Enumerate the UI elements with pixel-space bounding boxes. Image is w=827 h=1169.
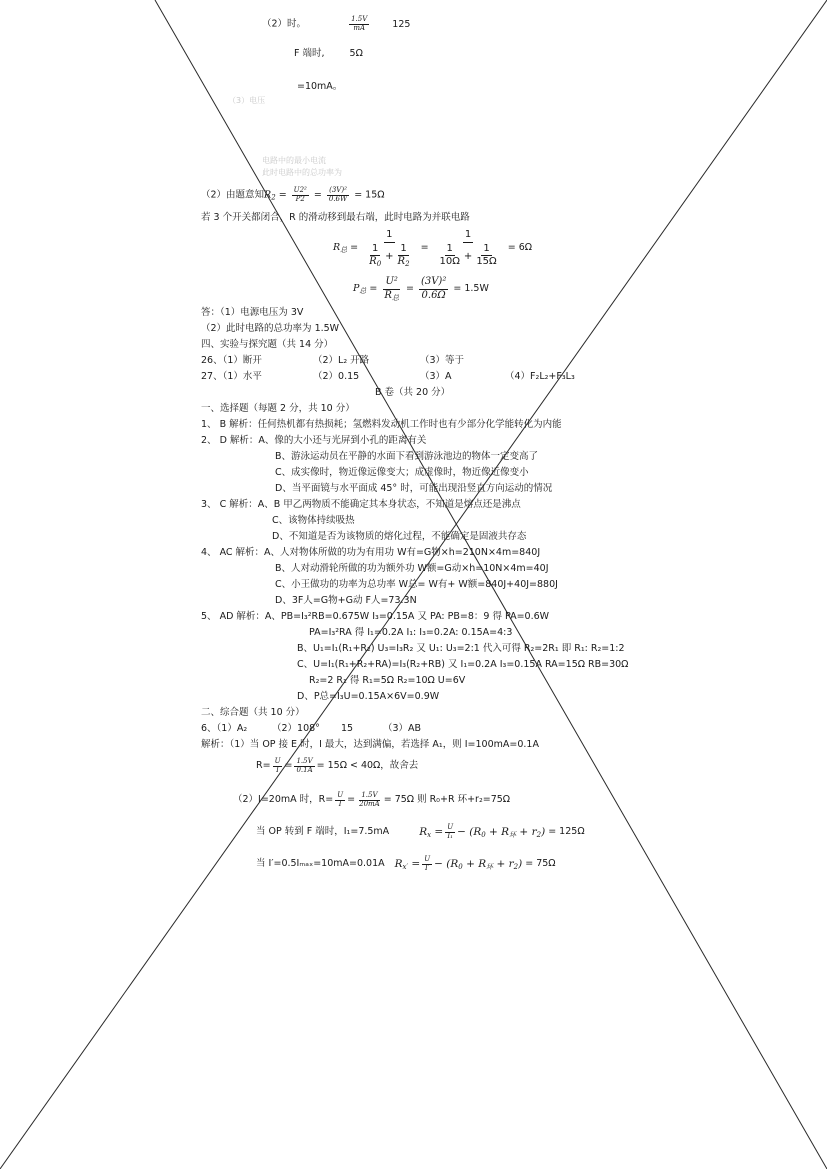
top-r125: 125 [392,18,411,30]
q27-d: （4）F₂L₂+F₃L₃ [505,371,575,382]
top-line-2 [294,49,363,60]
s1-frac1-num: U [274,757,281,765]
b-q5c: B、U₁=I₁(R₁+R₂) U₃=I₃R₂ 又 U₁: U₃=2:1 代入可得 R₂=2R₁ 即 R₁: R₂=1:2 [297,643,625,654]
r2-frac-2-den: 0.6W [328,194,348,203]
s4-lead: 当 I′=0.5Iₘₐₓ=10mA=0.01A [256,857,385,869]
b-q2d: D、当平面镜与水平面成 45° 时，可能出现沿竖直方向运动的情况 [275,483,553,494]
top-fraction-den: mA [353,23,366,32]
s1-frac2-num: 1.5V [296,757,313,765]
q26-c: （3）等于 [420,355,465,366]
b-q5e: R₂=2 R₁ 得 R₁=5Ω R₂=10Ω U=6V [309,675,466,686]
q6-d: （3）AB [383,723,422,734]
answer-2: （2）此时电路的总功率为 1.5W [201,323,340,334]
b-q3d: D、不知道是否为该物质的熔化过程，不能确定是固液共存态 [272,531,527,542]
r2-derivation: （2）由题意知$R_2$ = $\frac{\text{U2²}}{P2}$ = $\frac{\text{(3V)²}}{0.6W}$ = 15Ω [201,186,385,203]
q6-b: （2）108° [272,723,320,734]
b-q2b: B、游泳运动员在平静的水面下看到游泳池边的物体一定变高了 [275,451,539,462]
b-q5f: D、P总=I₃U=0.15A×6V=0.9W [297,691,440,702]
q6-c: 15 [341,723,354,734]
top-line-1 [262,16,410,32]
top-ma10: =10mA。 [297,81,343,92]
top-smudge-1: （3）电压 [228,96,266,105]
top-r5: 5Ω [349,48,363,59]
b-q5: 5、 AD 解析：A、PB=I₃²RB=0.675W I₃=0.15A 又 PA: PB=8：9 得 PA=0.6W [201,611,550,622]
solution-2: （2）I=20mA 时，R= $\frac{U}{I}$ = $\frac{1.5V}{20mA}$ = 75Ω 则 R₀+R 环+r₂=75Ω [233,791,511,808]
s2-frac-den: 20mA [359,799,380,808]
answer-1: 答：（1）电源电压为 3V [201,307,304,318]
b-q2c: C、成实像时，物近像远像变大；成虚像时，物近像近像变小 [275,467,529,478]
top-f-end: F 端时, [294,48,325,59]
switch-text: 若 3 个开关都闭合，R 的滑动移到最右端，此时电路为并联电路 [201,212,470,223]
top-smudge-3: 此时电路中的总功率为 [262,168,342,177]
b-q3c: C、该物体持续吸热 [272,515,355,526]
b-q4b: B、人对动滑轮所做的功为额外功 W额=G动×h=10N×4m=40J [275,563,549,574]
top-fraction-num: 1.5V [351,15,368,23]
s3-tail: = 125Ω [548,825,585,837]
r2-frac-2 [327,187,349,203]
q27-b: （2）0.15 [313,371,360,382]
s2-tail: = 75Ω 则 R₀+R 环+r₂=75Ω [383,793,511,805]
q6-a: 6、（1）A₂ [201,723,248,734]
top-part2-text: （2）时。 [262,18,307,30]
s1-tail: = 15Ω < 40Ω，故舍去 [316,759,419,771]
q27-c: （3）A [420,371,452,382]
top-smudge-2: 电路中的最小电流 [262,156,326,165]
s1-frac1-den: I [276,765,279,774]
q26-b: （2）L₂ 开路 [313,355,370,366]
r2-result: = 15Ω [354,189,385,201]
b-q5d: C、U=I₁(R₁+R₂+RA)=I₃(R₂+RB) 又 I₁=0.2A I₃=0.15A RA=15Ω RB=30Ω [297,659,629,670]
p-total-formula: $P_总$ = $\frac{\text{U²}}{R_总}$ = $\frac{\text{(3V)²}}{0.6\Omega}$ = 1.5W [353,276,489,302]
q27-a: 27、（1）水平 [201,371,262,382]
r-total-frac-2: 1 $\frac{1}{10\Omega}$ + $\frac{1}{15\Omega}$ [439,229,497,268]
r2-frac-1 [292,187,309,203]
r2-frac-2-num: (3V)² [329,186,347,194]
s2-lead: （2）I=20mA 时，R= [233,793,334,805]
r2-symbol: R [264,189,272,201]
solution-3: 当 OP 转到 F 端时，I₁=7.5mA $R_x$ = $\frac{U}{\text{I₁}}$ − $(R_0 + R_环 + r_2)$ = 125Ω [256,823,585,840]
b-q3: 3、 C 解析：A、B 甲乙两物质不能确定其本身状态，不知道是熔点还是沸点 [201,499,521,510]
b-q4: 4、 AC 解析：A、人对物体所做的功为有用功 W有=G物×h=210N×4m=840J [201,547,541,558]
r2-frac-1-num: U2² [293,186,307,194]
b-q4c: C、小王做功的功率为总功率 W总= W有+ W额=840J+40J=880J [275,579,558,590]
solution-4: 当 I′=0.5Iₘₐₓ=10mA=0.01A $R_{x'}$ = $\frac{U}{I'}$ − $(R_0 + R_环 + r_2)$ = 75Ω [256,855,556,872]
b-q1: 1、 B 解析：任何热机都有热损耗；氢燃料发动机工作时也有少部分化学能转化为内能 [201,419,562,430]
solution-1: 解析：（1）当 OP 接 E 时，I 最大，达到满偏，若选择 A₁，则 I=100mA=0.1A [201,739,539,750]
s4-tail: = 75Ω [525,857,556,869]
r-total-formula: $R_总$ = 1 $\frac{1}{R_0}$ + $\frac{1}{R_2}$ = 1 $\frac{1}{10\Omega}$ + $\frac{1}{15\Omega}$ = 6Ω [333,229,533,268]
s3-lead: 当 OP 转到 F 端时，I₁=7.5mA [256,825,390,837]
solution-1-formula: R= $\frac{U}{I}$ = $\frac{1.5V}{0.1A}$ = 15Ω < 40Ω，故舍去 [256,757,419,774]
s1-frac2-den: 0.1A [296,765,313,774]
b-q2: 2、 D 解析：A、像的大小还与光屏到小孔的距离有关 [201,435,427,446]
s1-r-label: R= [256,759,271,771]
section-b1-heading: 一、选择题（每题 2 分，共 10 分） [201,403,355,414]
volume-b-heading: B 卷（共 20 分） [375,387,451,398]
r2-frac-1-den: P2 [295,194,305,203]
b-q4d: D、3F人=G物+G动 F人=73.3N [275,595,417,606]
top-fraction [349,16,369,32]
b-q5b: PA=I₃²RA 得 I₁=0.2A I₁: I₃=0.2A: 0.15A=4:3 [309,627,513,638]
s2-frac-num: 1.5V [361,791,378,799]
section-4-heading: 四、实验与探究题（共 14 分） [201,339,334,350]
r-total-frac-1: 1 $\frac{1}{R_0}$ + $\frac{1}{R_2}$ [369,229,410,268]
r2-lead: （2）由题意知 [201,189,265,201]
r-total-result: = 6Ω [507,242,533,254]
section-b2-heading: 二、综合题（共 10 分） [201,707,305,718]
p-total-result: = 1.5W [453,282,489,294]
q26-a: 26、（1）断开 [201,355,262,366]
